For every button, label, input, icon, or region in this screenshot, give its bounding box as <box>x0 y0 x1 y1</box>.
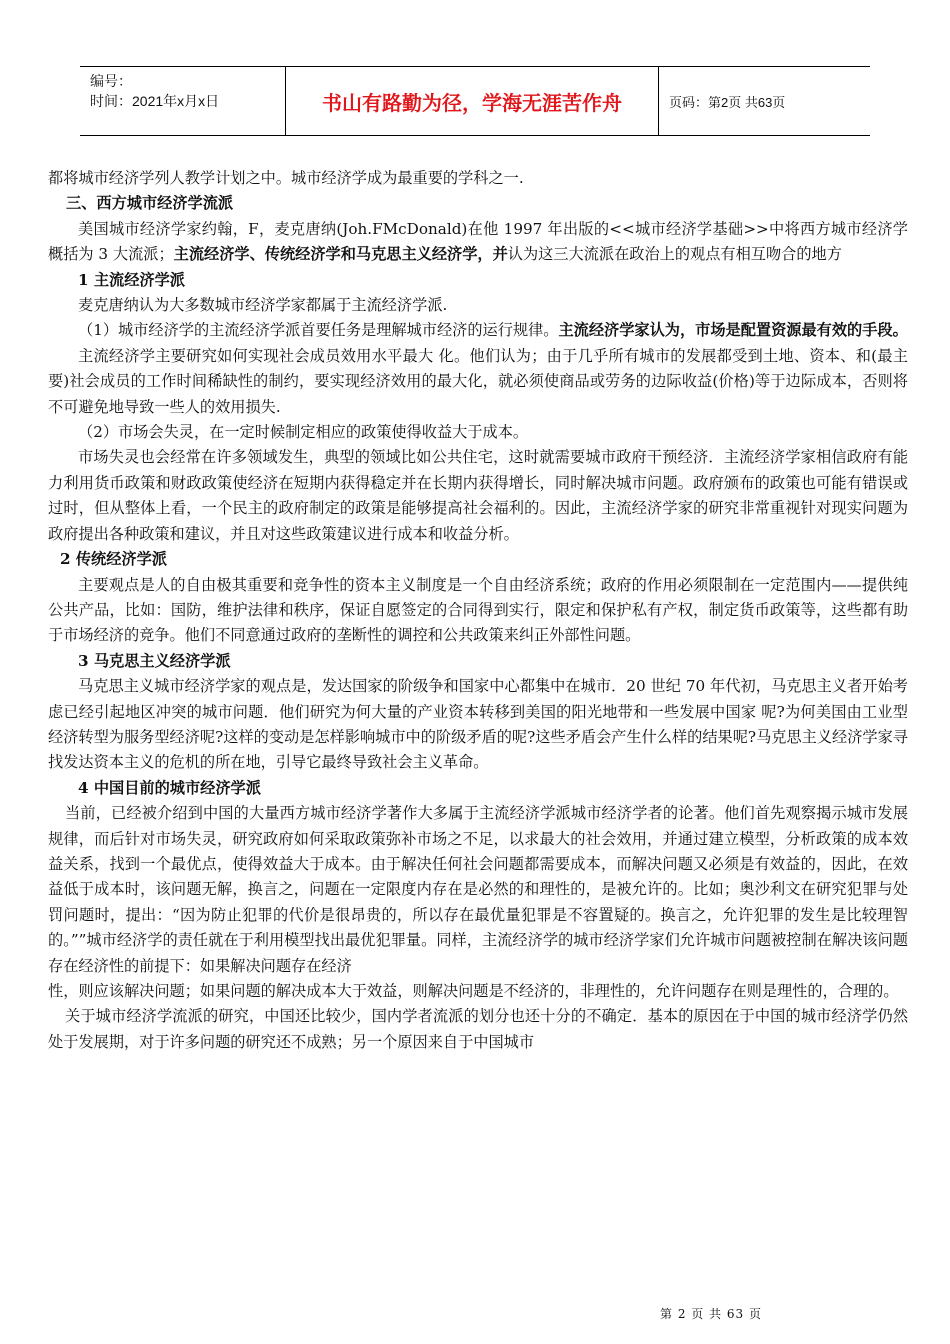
time-label: 时间：2021年x月x日 <box>90 93 220 109</box>
subsection-heading: 2 传统经济学派 <box>60 550 167 569</box>
header-page-label: 页码：第2页 共63页 <box>669 94 786 110</box>
text-run: （1）城市经济学的主流经济学派首要任务是理解城市经济的运行规律。 <box>78 321 559 340</box>
paragraph: 当前，已经被介绍到中国的大量西方城市经济学著作大多属于主流经济学派城市经济学者的论著。他们首先观察揭示城市发展规律，而后针对市场失灵，研究政府如何采取政策弥补市场之不足，以求最大的社会效用，并通过建立模型，分析政策的成本效益关系，找到一个最优点，使得效益大于成本。由于解决任何社会问题都需要成本，而解决问题又必须是有效益的，因此，在效益低于成本时，该问题无解，换言之，问题在一定限度内存在是必然的和理性的，是被允许的。比如；奥沙利文在研究犯罪与处罚问题时，提出：“因为防止犯罪的代价是很昂贵的，所以存在最优量犯罪是不容置疑的。换言之，允许犯罪的发生是比较理智的。””城市经济学的责任就在于利用模型找出最优犯罪量。同样，主流经济学的城市经济学家们允许城市问题被控制在解决该问题存在经济性的前提下：如果解决问题存在经济 <box>48 804 908 975</box>
paragraph <box>48 318 908 343</box>
page-footer: 第 2 页 共 63 页 <box>660 1307 762 1321</box>
subsection-heading: 1 主流经济学派 <box>78 270 185 289</box>
paragraph: 主要观点是人的自由极其重要和竞争性的资本主义制度是一个自由经济系统；政府的作用必须限制在一定范围内——提供纯公共产品，比如：国防，维护法律和秩序，保证自愿签定的合同得到实行，限定和保护私有产权，制定货币政策等，这些都有助于市场经济的竞争。他们不同意通过政府的垄断性的调控和公共政策来纠正外部性问题。 <box>48 575 908 645</box>
text-run: 美国城市经济学家约翰，F，麦克唐纳(Joh.FMcDonald)在他 1997 年出版的<<城市经济学基础>>中将西方城市经济学概括为 3 大流派； <box>48 219 908 264</box>
code-label: 编号： <box>90 73 132 89</box>
paragraph: （2）市场会失灵，在一定时候制定相应的政策使得收益大于成本。 <box>78 423 529 442</box>
paragraph: 都将城市经济学列人教学计划之中。城市经济学成为最重要的学科之一. <box>48 169 524 187</box>
header-motto: 书山有路勤为径，学海无涯苦作舟 <box>285 67 659 135</box>
bold-text-run: 主流经济学家认为，市场是配置资源最有效的手段。 <box>558 321 908 340</box>
bold-text-run: 主流经济学、传统经济学和马克思主义经济学，并 <box>173 245 508 264</box>
subsection-heading: 3 马克思主义经济学派 <box>78 651 231 670</box>
paragraph: 性，则应该解决问题；如果问题的解决成本大于效益，则解决问题是不经济的，非理性的，允许问题存在则是理性的，合理的。 <box>48 982 899 1000</box>
document-body <box>48 166 908 1055</box>
paragraph: 麦克唐纳认为大多数城市经济学家都属于主流经济学派. <box>78 296 448 315</box>
paragraph: 关于城市经济学流派的研究，中国还比较少，国内学者流派的划分也还十分的不确定．基本的原因在于中国的城市经济学仍然处于发展期，对于许多问题的研究还不成熟；另一个原因来自于中国城市 <box>48 1007 908 1051</box>
section-heading: 三、西方城市经济学流派 <box>66 194 234 213</box>
subsection-heading: 4 中国目前的城市经济学派 <box>78 778 261 797</box>
paragraph: 主流经济学主要研究如何实现社会成员效用水平最大 化。他们认为；由于几乎所有城市的发展都受到土地、资本、和(最主要)社会成员的工作时间稀缺性的制约，要实现经济效用的最大化，就必须使商品或劳务的边际收益(价格)等于边际成本，否则将不可避免地导致一些人的效用损失. <box>48 346 908 416</box>
paragraph: 马克思主义城市经济学家的观点是，发达国家的阶级争和国家中心都集中在城市．20 世纪 70 年代初，马克思主义者开始考虑已经引起地区冲突的城市问题．他们研究为何大量的产业资本转移到美国的阳光地带和一些发展中国家 呢?为何美国由工业型经济转型为服务型经济呢?这样的变动是怎样影响城市中的阶级矛盾的呢?这些矛盾会产生什么样的结果呢?马克思主义经济学家寻找发达资本主义的危机的所在地，引导它最终导致社会主义革命。 <box>48 677 908 772</box>
page-header <box>80 66 870 136</box>
header-meta <box>80 67 285 135</box>
paragraph <box>48 217 908 268</box>
text-run: 认为这三大流派在政治上的观点有相互吻合的地方 <box>507 245 842 264</box>
paragraph: 市场失灵也会经常在许多领域发生，典型的领域比如公共住宅，这时就需要城市政府干预经济．主流经济学家相信政府有能力利用货币政策和财政政策使经济在短期内获得稳定并在长期内获得增长，同时解决城市问题。政府颁布的政策也可能有错误或过时，但从整体上看，一个民主的政府制定的政策是能够提高社会福利的。因此，主流经济学家的研究非常重视针对现实问题为政府提出各种政策和建议，并且对这些政策建议进行成本和收益分析。 <box>48 448 908 543</box>
